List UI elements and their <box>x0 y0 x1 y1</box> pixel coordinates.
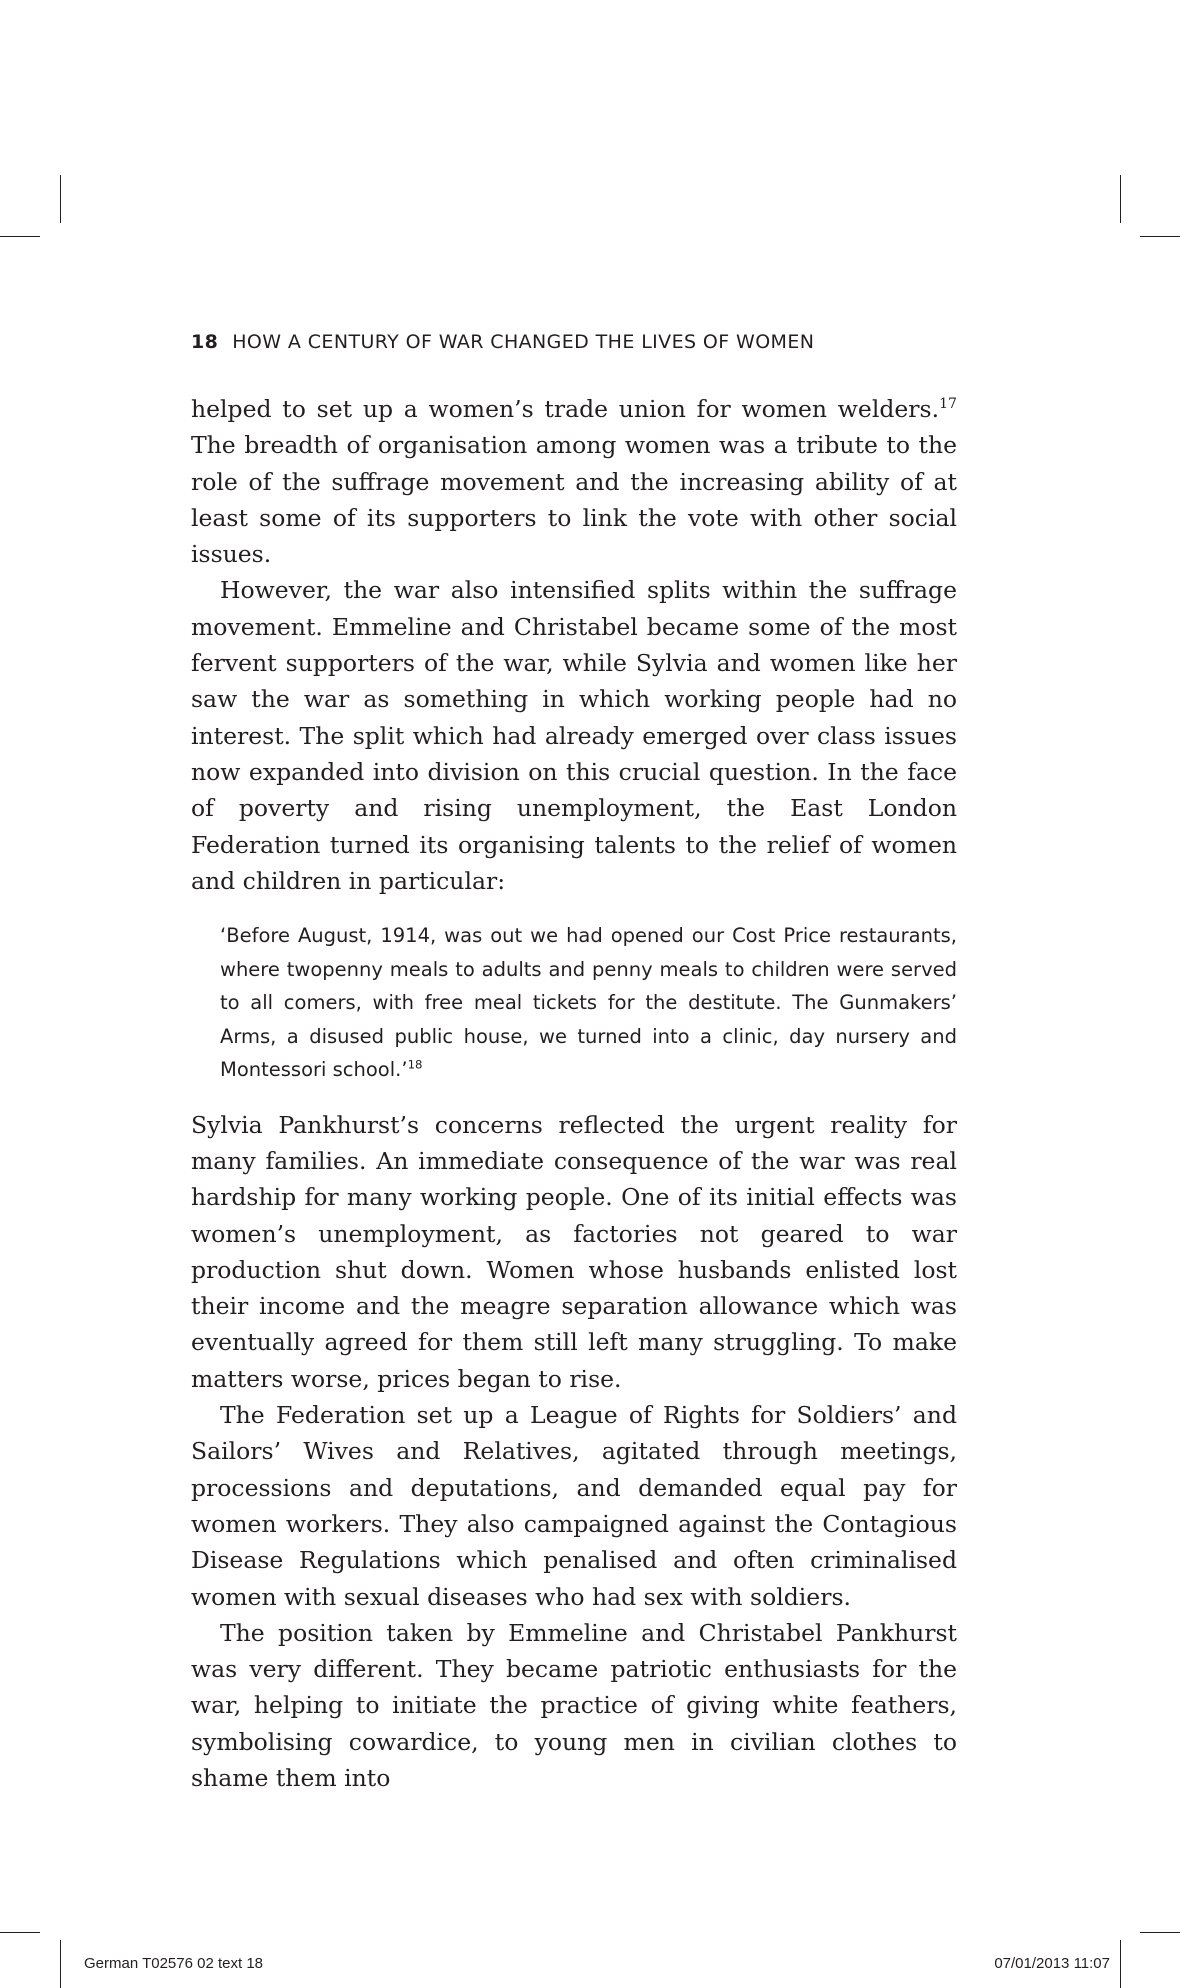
crop-mark <box>0 1932 40 1933</box>
printer-slug-left: German T02576 02 text 18 <box>84 1955 264 1972</box>
crop-mark <box>1120 175 1121 223</box>
paragraph: The Federation set up a League of Rights for Soldiers’ and Sailors’ Wives and Relatives, agitated through meetings, processions and deputations, and demanded equal pay for women workers. They also campaigned against the Contagious Disease Regulations which penalised and often criminalised women with sexual diseases who had sex with soldiers. <box>191 1401 957 1611</box>
footnote-ref: 17 <box>939 395 957 412</box>
crop-mark <box>60 175 61 223</box>
body-text <box>191 391 957 1796</box>
page-number: 18 <box>191 331 219 353</box>
crop-mark <box>1140 236 1180 237</box>
paragraph: The position taken by Emmeline and Christabel Pankhurst was very different. They became patriotic enthusiasts for the war, helping to initiate the practice of giving white feathers, symbolising cowardice, to young men in civilian clothes to shame them into <box>191 1618 957 1792</box>
block-quote <box>220 919 957 1087</box>
paragraph <box>191 391 957 572</box>
quote-text: ‘Before August, 1914, was out we had opened our Cost Price restaurants, where twopenny meals to adults and penny meals to children were served to all comers, with free meal tickets for the destitute. The Gunmakers’ Arms, a disused public house, we turned into a clinic, day nursery and Montessori school.’ <box>220 924 957 1082</box>
running-head-title: HOW A CENTURY OF WAR CHANGED THE LIVES OF WOMEN <box>232 331 815 353</box>
paragraph-text: helped to set up a women’s trade union for women welders. <box>191 395 940 423</box>
crop-mark <box>1120 1940 1121 1988</box>
paragraph-text: The breadth of organisation among women was a tribute to the role of the suffrage movement and the increasing ability of at least some of its supporters to link the vote with other social issues. <box>191 431 957 569</box>
crop-mark <box>0 236 40 237</box>
paragraph: Sylvia Pankhurst’s concerns reflected the urgent reality for many families. An immediate consequence of the war was real hardship for many working people. One of its initial effects was women’s unemployment, as factories not geared to war production shut down. Women whose husbands enlisted lost their income and the meagre separation allowance which was eventually agreed for them still left many struggling. To make matters worse, prices began to rise. <box>191 1110 957 1393</box>
running-head <box>191 331 814 353</box>
crop-mark <box>60 1940 61 1988</box>
footnote-ref: 18 <box>407 1057 423 1072</box>
crop-mark <box>1140 1932 1180 1933</box>
paragraph: However, the war also intensified splits within the suffrage movement. Emmeline and Christabel became some of the most fervent supporters of the war, while Sylvia and women like her saw the war as something in which working people had no interest. The split which had already emerged over class issues now expanded into division on this crucial question. In the face of poverty and rising unemployment, the East London Federation turned its organising talents to the relief of women and children in particular: <box>191 576 957 895</box>
printer-slug-right: 07/01/2013 11:07 <box>994 1955 1110 1972</box>
